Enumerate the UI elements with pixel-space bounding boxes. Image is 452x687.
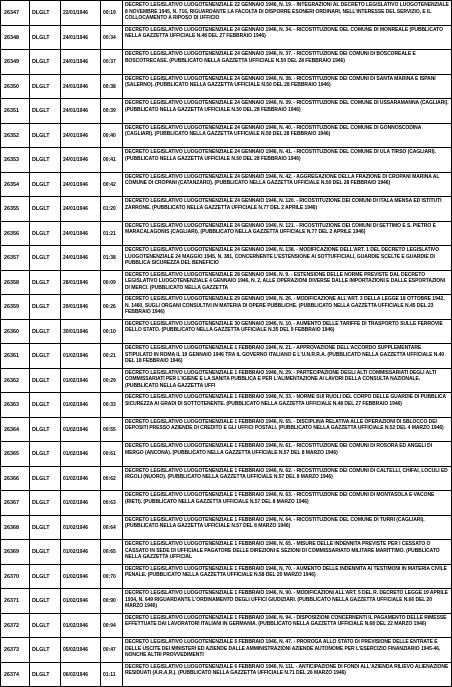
act-code: 01:20 xyxy=(101,197,123,222)
table-row xyxy=(1,148,452,173)
act-type: DLGLT xyxy=(30,466,61,491)
act-code: 00:65 xyxy=(101,540,123,565)
record-number: 26355 xyxy=(1,197,30,222)
act-code: 01:11 xyxy=(101,662,123,687)
act-description: DECRETO LEGISLATIVO LUOGOTENENZIALE 29 GENNAIO 1946, N. 26. - MODIFICAZIONE ALL'ART. 3 DELLA LEGGE 18 OTTOBRE 1942, N. 1460, SUGLI ORGANI CONSULTIVI IN MATERIA DI OPERE PUBBLICHE. (PUBBLICATO NELLA GAZZETTA UFFICIALE N.45 DEL 23 FEBBRAIO 1946) xyxy=(123,295,452,320)
record-number: 26359 xyxy=(1,295,30,320)
act-type: DLGLT xyxy=(30,1,61,26)
act-type: DLGLT xyxy=(30,491,61,516)
act-code: 00:29 xyxy=(101,368,123,393)
act-description: DECRETO LEGISLATIVO LUOGOTENENZIALE 24 GENNAIO 1946, N. 38. - RICOSTITUZIONE DEI COMUNI DI SANTA MARINA E ISPANI (SALERNO). (PUBBLICATO NELLA GAZZETTA UFFICIALE N.50 DEL 28 FEBBRAIO 1946) xyxy=(123,74,452,99)
act-description: DECRETO LEGISLATIVO LUOGOTENENZIALE 24 GENNAIO 1946, N. 37. - RICOSTITUZIONE DEI COMUNI DI BOSCOREALE E BOSCOTRECASE. (PUBBLICATO NELLA GAZZETTA UFFICIALE N.50 DEL 28 FEBBRAIO 1946) xyxy=(123,50,452,75)
act-type: DLGLT xyxy=(30,172,61,197)
table-row xyxy=(1,638,452,663)
act-type: DLGLT xyxy=(30,295,61,320)
act-type: DLGLT xyxy=(30,564,61,589)
act-type: DLGLT xyxy=(30,442,61,467)
act-code: 00:70 xyxy=(101,564,123,589)
table-row xyxy=(1,393,452,418)
record-number: 26374 xyxy=(1,662,30,687)
act-description: DECRETO LEGISLATIVO LUOGOTENENZIALE 1 FEBBRAIO 1946, N. 63. - RICOSTITUZIONE DEI COMUNI DI MONTASOLA E VACONE (RIETI). (PUBBLICATO NELLA GAZZETTA UFFICIALE N.57 DEL 8 MARZO 1946) xyxy=(123,491,452,516)
act-type: DLGLT xyxy=(30,74,61,99)
act-date: 01/02/1946 xyxy=(61,344,101,369)
act-code: 00:21 xyxy=(101,344,123,369)
act-date: 01/02/1946 xyxy=(61,466,101,491)
act-type: DLGLT xyxy=(30,613,61,638)
record-number: 26351 xyxy=(1,99,30,124)
table-row xyxy=(1,74,452,99)
act-description: DECRETO LEGISLATIVO LUOGOTENENZIALE 1 FEBBRAIO 1946, N. 64. - RICOSTITUZIONE DEL COMUNE DI TURRI (CAGLIARI). (PUBBLICATO NELLA GAZZETTA UFFICIALE N.57 DEL 8 MARZO 1946) xyxy=(123,515,452,540)
table-row xyxy=(1,540,452,565)
act-date: 24/01/1946 xyxy=(61,99,101,124)
act-date: 24/01/1946 xyxy=(61,123,101,148)
act-description: DECRETO LEGISLATIVO LUOGOTENENZIALE 6 FEBBRAIO 1946, N. 111. - ANTICIPAZIONE DI FONDI ALL'AZIENDA RILIEVO ALIENAZIONE RESIDUATI (A.R.A.R.). (PUBBLICATO NELLA GAZZETTA UFFICIALE N.71 DEL 26 MARZO 1946) xyxy=(123,662,452,687)
table-row xyxy=(1,221,452,246)
act-type: DLGLT xyxy=(30,270,61,295)
record-number: 26360 xyxy=(1,319,30,344)
act-code: 00:94 xyxy=(101,613,123,638)
act-description: DECRETO LEGISLATIVO LUOGOTENENZIALE 1 FEBBRAIO 1946, N. 55. - DISCIPLINA RELATIVA ALLE OPERAZIONI DI SBLOCCO DEI DEPOSITI PRESSO AZIENDE DI CREDITO E GLI UFFICI POSTALI. (PUBBLICATO NELLA GAZZETTA UFFICIALE N.52 DEL 4 MARZO 1946) xyxy=(123,417,452,442)
record-number: 26369 xyxy=(1,540,30,565)
act-date: 28/01/1946 xyxy=(61,270,101,295)
table-row xyxy=(1,442,452,467)
act-code: 00:55 xyxy=(101,417,123,442)
act-type: DLGLT xyxy=(30,123,61,148)
record-number: 26362 xyxy=(1,368,30,393)
act-type: DLGLT xyxy=(30,368,61,393)
act-code: 00:61 xyxy=(101,442,123,467)
act-description: DECRETO LEGISLATIVO LUOGOTENENZIALE 24 GENNAIO 1946, N. 34. - RICOSTITUZIONE DEL COMUNE DI MONREALE (PUBBLICATO NELLA GAZZETTA UFFICIALE N.48 DEL 27 FEBBRAIO 1946) xyxy=(123,25,452,50)
act-type: DLGLT xyxy=(30,662,61,687)
record-number: 26370 xyxy=(1,564,30,589)
act-description: DECRETO LEGISLATIVO LUOGOTENENZIALE 24 GENNAIO 1946, N. 121. - RICOSTITUZIONE DEI COMUNI DI SETTIMO E S. PIETRO E MARACALAGONIS (CAGLIARI). (PUBBLICATO NELLA GAZZETTA UFFICIALE N.77 DEL 2 APRILE 1946) xyxy=(123,221,452,246)
act-type: DLGLT xyxy=(30,50,61,75)
act-date: 01/02/1946 xyxy=(61,368,101,393)
act-code: 00:47 xyxy=(101,638,123,663)
act-code: 00:34 xyxy=(101,25,123,50)
record-number: 26365 xyxy=(1,442,30,467)
act-code: 01:21 xyxy=(101,221,123,246)
table-row xyxy=(1,466,452,491)
act-type: DLGLT xyxy=(30,638,61,663)
act-date: 01/02/1946 xyxy=(61,417,101,442)
table-row xyxy=(1,246,452,271)
act-type: DLGLT xyxy=(30,515,61,540)
act-description: DECRETO LEGISLATIVO LUOGOTENENZIALE 28 GENNAIO 1946, N. 9. - ESTENSIONE DELLE NORME PREVISTE DAL DECRETO LEGISLATIVO LUOGOTENENZIALE 4 GENNAIO 1946, N. 2, ALLE OPERAZIONI DIVERSE DALLE IMPORTAZIONI E DALLE ESPORTAZIONI DI MERCI. (PUBBLICATO NELLA GAZZETTA xyxy=(123,270,452,295)
act-type: DLGLT xyxy=(30,417,61,442)
act-description: DECRETO LEGISLATIVO LUOGOTENENZIALE 1 FEBBRAIO 1946, N. 61. - RICOSTITUZIONE DEI COMUNI DI ROSORA ED ANGELI DI MERGO (ANCONA). (PUBBLICATO NELLA GAZZETTA UFFICIALE N.57 DEL 8 MARZO 1946) xyxy=(123,442,452,467)
act-description: DECRETO LEGISLATIVO LUOGOTENENZIALE 24 GENNAIO 1946, N. 41. - RICOSTITUZIONE DEL COMUNE DI ULA TIRSO (CAGLIARI). (PUBBLICATO NELLA GAZZETTA UFFICIALE N.50 DEL 28 FEBBRAIO 1946) xyxy=(123,148,452,173)
act-date: 30/01/1946 xyxy=(61,319,101,344)
act-code: 00:63 xyxy=(101,491,123,516)
act-code: 00:09 xyxy=(101,270,123,295)
act-type: DLGLT xyxy=(30,393,61,418)
act-date: 24/01/1946 xyxy=(61,50,101,75)
act-description: DECRETO LEGISLATIVO LUOGOTENENZIALE 24 GENNAIO 1946, N. 138. - MODIFICAZIONE DELL'ART. 1 DEL DECRETO LEGISLATIVO LUOGOTENENZIALE 24 MAGGIO 1945, N. 381, CONCERNENTE L'ESTENSIONE AI SOTTUFFICIALI, GUARDIE SCELTE E GUARDIE DI PUBBLICA SICUREZZA DEL BENEFICIO xyxy=(123,246,452,271)
record-number: 26356 xyxy=(1,221,30,246)
record-number: 26363 xyxy=(1,393,30,418)
act-description: DECRETO LEGISLATIVO LUOGOTENENZIALE 1 FEBBRAIO 1946, N. 65. - MISURE DELLE INDENNITA PREVISTE PER I CESSATO O CASSATO IN SEDE DI UFFICIALE PAGATORE DELLE DIREZIONI E SEZIONI DI COMMISSARIATO MILITARE MARITTIMO. (PUBBLICATO NELLA GAZZETTA UFFICIAL xyxy=(123,540,452,565)
act-date: 01/02/1946 xyxy=(61,442,101,467)
act-type: DLGLT xyxy=(30,221,61,246)
act-description: DECRETO LEGISLATIVO LUOGOTENENZIALE 1 FEBBRAIO 1946, N. 62. - RICOSTITUZIONE DEI COMUNI DI CALTELLI, CHIFAI, LOCULI ED IRGOLI (NUORO). (PUBBLICATO NELLA GAZZETTA UFFICIALE N.57 DEL 8 MARZO 1946) xyxy=(123,466,452,491)
act-date: 01/02/1946 xyxy=(61,540,101,565)
act-date: 01/02/1946 xyxy=(61,613,101,638)
act-code: 00:64 xyxy=(101,515,123,540)
record-number: 26364 xyxy=(1,417,30,442)
table-row xyxy=(1,564,452,589)
table-row xyxy=(1,50,452,75)
act-code: 00:90 xyxy=(101,589,123,614)
act-date: 06/02/1946 xyxy=(61,662,101,687)
table-row xyxy=(1,319,452,344)
act-code: 00:33 xyxy=(101,393,123,418)
act-description: DECRETO LEGISLATIVO LUOGOTENENZIALE 24 GENNAIO 1946, N. 120. - RICOSTITUZIONE DEI COMUNI DI ITALA MENSA ED ISTITUTI ZARRONE. (PUBBLICATO NELLA GAZZETTA UFFICIALE N.77 DEL 2 APRILE 1946) xyxy=(123,197,452,222)
act-code: 00:39 xyxy=(101,99,123,124)
act-description: DECRETO LEGISLATIVO LUOGOTENENZIALE 24 GENNAIO 1946, N. 42. - AGGREGAZIONE DELLA FRAZIONE DI CROPANI MARINA AL COMUNE DI CROPANI (CATANZARO). (PUBBLICATO NELLA GAZZETTA UFFICIALE N.50 DEL 28 FEBBRAIO 1946) xyxy=(123,172,452,197)
record-number: 26357 xyxy=(1,246,30,271)
act-code: 00:41 xyxy=(101,148,123,173)
act-code: 00:62 xyxy=(101,466,123,491)
act-date: 05/02/1946 xyxy=(61,638,101,663)
table-row xyxy=(1,662,452,687)
act-description: DECRETO LEGISLATIVO LUOGOTENENZIALE 24 GENNAIO 1946, N. 40. - RICOSTITUZIONE DEL COMUNE DI GONNOSCODINA (CAGLIARI). (PUBBLICATO NELLA GAZZETTA UFFICIALE N.50 DEL 28 FEBBRAIO 1946) xyxy=(123,123,452,148)
act-type: DLGLT xyxy=(30,344,61,369)
record-number: 26372 xyxy=(1,613,30,638)
record-number: 26350 xyxy=(1,74,30,99)
act-type: DLGLT xyxy=(30,99,61,124)
act-type: DLGLT xyxy=(30,246,61,271)
record-number: 26354 xyxy=(1,172,30,197)
record-number: 26366 xyxy=(1,466,30,491)
act-type: DLGLT xyxy=(30,589,61,614)
record-number: 26358 xyxy=(1,270,30,295)
table-row xyxy=(1,344,452,369)
act-date: 24/01/1946 xyxy=(61,246,101,271)
act-code: 00:26 xyxy=(101,295,123,320)
act-date: 24/01/1946 xyxy=(61,25,101,50)
record-number: 26371 xyxy=(1,589,30,614)
act-date: 01/02/1946 xyxy=(61,491,101,516)
table-row xyxy=(1,295,452,320)
record-number: 26368 xyxy=(1,515,30,540)
act-date: 24/01/1946 xyxy=(61,172,101,197)
record-number: 26373 xyxy=(1,638,30,663)
act-code: 00:19 xyxy=(101,1,123,26)
act-description: DECRETO LEGISLATIVO LUOGOTENENZIALE 1 FEBBRAIO 1946, N. 70. - AUMENTO DELLE INDENNITA AI TESTIMONI IN MATERIA CIVILE PENALE. (PUBBLICATO NELLA GAZZETTA UFFICIALE N.58 DEL 20 MARZO 1946) xyxy=(123,564,452,589)
table-row xyxy=(1,270,452,295)
act-description: DECRETO LEGISLATIVO LUOGOTENENZIALE 5 FEBBRAIO 1946, N. 47. - PROROGA ALLO STATO DI PREVISIONE DELLE ENTRATE E DELLE USCITE DEI MINISTERI ED AZIENDE DALLE AMMINISTRAZIONI AZIENDE AUTONOME PER L'ESERCIZIO FINANZIARIO 1945-46, NONCHE ALTRI PROVVEDIMENTI xyxy=(123,638,452,663)
table-row xyxy=(1,25,452,50)
record-number: 26352 xyxy=(1,123,30,148)
record-number: 26348 xyxy=(1,25,30,50)
act-type: DLGLT xyxy=(30,197,61,222)
act-date: 29/01/1946 xyxy=(61,295,101,320)
act-date: 22/01/1946 xyxy=(61,1,101,26)
table-row xyxy=(1,515,452,540)
act-date: 24/01/1946 xyxy=(61,197,101,222)
table-row xyxy=(1,99,452,124)
act-type: DLGLT xyxy=(30,148,61,173)
act-type: DLGLT xyxy=(30,540,61,565)
act-code: 00:38 xyxy=(101,74,123,99)
act-description: DECRETO LEGISLATIVO LUOGOTENENZIALE 1 FEBBRAIO 1946, N. 33. - NORME SUI RUOLI DEL CORPO DELLE GUARDIE DI PUBBLICA SICUREZZA AI GRADI DI SOTTOTENENTE. (PUBBLICATO NELLA GAZZETTA UFFICIALE N.48 DEL 27 FEBBRAIO 1946) xyxy=(123,393,452,418)
act-type: DLGLT xyxy=(30,319,61,344)
act-code: 00:10 xyxy=(101,319,123,344)
act-description: DECRETO LEGISLATIVO LUOGOTENENZIALE 1 FEBBRAIO 1946, N. 21. - APPROVAZIONE DELL'ACCORDO SUPPLEMENTARE STIPULATO IN ROMA IL 19 GENNAIO 1946 TRA IL GOVERNO ITALIANO E L'U.N.R.R.A. (PUBBLICATO NELLA GAZZETTA UFFICIALE N.40 DEL 18 FEBBRAIO 1946) xyxy=(123,344,452,369)
act-description: DECRETO LEGISLATIVO LUOGOTENENZIALE 1 FEBBRAIO 1946, N. 94. - DISPOSIZIONI CONCERNENTI IL PAGAMENTO DELLE RIMESSE EFFETTUATE DAI LAVORATORI ITALIANI IN GERMANIA. (PUBBLICATO NELLA GAZZETTA UFFICIALE N.68 DEL 22 MARZO 1946) xyxy=(123,613,452,638)
act-description: DECRETO LEGISLATIVO LUOGOTENENZIALE 24 GENNAIO 1946, N. 39. - RICOSTITUZIONE DEL COMUNE DI USSARAMANNA (CAGLIARI). (PUBBLICATO NELLA GAZZETTA UFFICIALE N.50 DEL 28 FEBBRAIO 1946) xyxy=(123,99,452,124)
table-row xyxy=(1,368,452,393)
act-date: 24/01/1946 xyxy=(61,148,101,173)
table-row xyxy=(1,172,452,197)
table-row xyxy=(1,491,452,516)
act-description: DECRETO LEGISLATIVO LUOGOTENENZIALE 30 GENNAIO 1946, N. 10. - AUMENTO DELLE TARIFFE DI TRASPORTO SULLE FERROVIE DELLO STATO. (PUBBLICATO NELLA GAZZETTA UFFICIALE N.35 DEL 9 FEBBRAIO 1946) xyxy=(123,319,452,344)
act-code: 00:42 xyxy=(101,172,123,197)
table-row xyxy=(1,197,452,222)
record-number: 26347 xyxy=(1,1,30,26)
act-code: 00:40 xyxy=(101,123,123,148)
act-date: 01/02/1946 xyxy=(61,589,101,614)
act-date: 01/02/1946 xyxy=(61,393,101,418)
act-description: DECRETO LEGISLATIVO LUOGOTENENZIALE 22 GENNAIO 1946, N. 19. - INTEGRAZIONI AL DECRETO LEGISLATIVO LUOGOTENENZIALE 8 NOVEMBRE 1945, N. 716, RIGUARDANTE LA FACOLTA DI DISPORRE ESONERI ORDINARI, NELL'INTERESSE DEL SERVIZIO, E IL COLLOCAMENTO A RIPOSO DI UFFICIO xyxy=(123,1,452,26)
act-code: 01:38 xyxy=(101,246,123,271)
table-row xyxy=(1,123,452,148)
record-number: 26349 xyxy=(1,50,30,75)
record-number: 26353 xyxy=(1,148,30,173)
record-number: 26367 xyxy=(1,491,30,516)
records-table-body xyxy=(1,1,452,687)
table-row xyxy=(1,613,452,638)
act-date: 24/01/1946 xyxy=(61,74,101,99)
table-row xyxy=(1,417,452,442)
act-date: 01/02/1946 xyxy=(61,564,101,589)
act-description: DECRETO LEGISLATIVO LUOGOTENENZIALE 1 FEBBRAIO 1946, N. 29. - PARTECIPAZIONE DEGLI ALTI COMMISSARIATI DEGLI ALTI COMMISSARIATI PER L'IGIENE E LA SANITA PUBBLICA E PER L'ALIMENTAZIONE AI LAVORI DELLA CONSULTA NAZIONALE. (PUBBLICATO NELLA GAZZETTA UFFI xyxy=(123,368,452,393)
act-description: DECRETO LEGISLATIVO LUOGOTENENZIALE 1 FEBBRAIO 1946, N. 90. - MODIFICAZIONI ALL'ART. 5 DEL R. DECRETO LEGGE 19 APRILE 1934, N. 649 RIGUARDANTE L'ORDINAMENTO DEGLI UFFICI GIUDIZIARI. (PUBBLICATO NELLA GAZZETTA UFFICIALE N.66 DEL 20 MARZO 1946) xyxy=(123,589,452,614)
record-number: 26361 xyxy=(1,344,30,369)
act-date: 01/02/1946 xyxy=(61,515,101,540)
act-type: DLGLT xyxy=(30,25,61,50)
table-row xyxy=(1,1,452,26)
table-row xyxy=(1,589,452,614)
act-code: 00:37 xyxy=(101,50,123,75)
act-date: 24/01/1946 xyxy=(61,221,101,246)
